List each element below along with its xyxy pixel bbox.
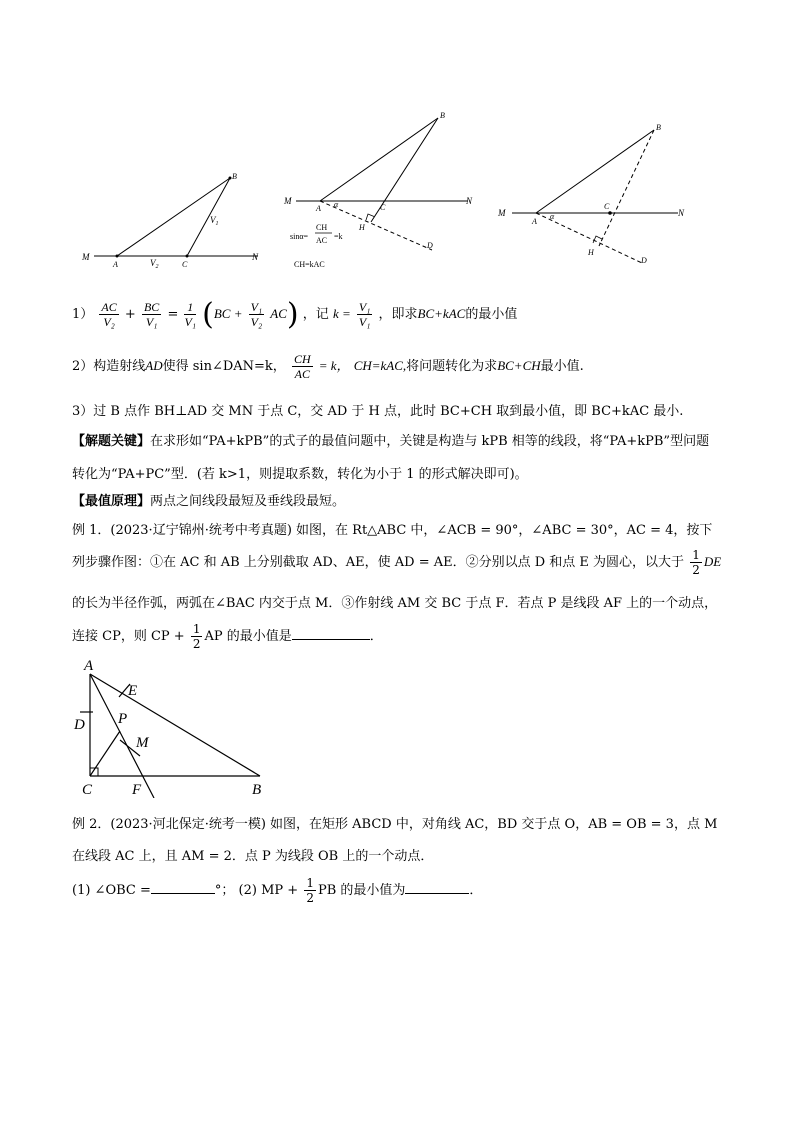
figure-2 xyxy=(282,110,482,272)
label-m: M xyxy=(136,735,149,751)
label-a: A xyxy=(84,658,94,674)
figure-4 xyxy=(70,652,280,798)
ex2-line-2: 在线段 AC 上，且 AM = 2．点 P 为线段 OB 上的一个动点． xyxy=(72,849,434,864)
label-m: M xyxy=(82,252,90,262)
ex1-line-2: 列步骤作图：①在 AC 和 AB 上分别截取 AD、AE，使 AD = AE．②分别以点 D 和点 E 为圆心，以大于 $\frac{1}{2}$ DE xyxy=(72,548,722,577)
segment-ab xyxy=(536,130,654,213)
label-a: A xyxy=(532,217,537,226)
point-c xyxy=(186,255,189,258)
label-h: H xyxy=(588,248,594,257)
label-f: F xyxy=(132,782,142,798)
figure-1 xyxy=(80,168,270,270)
step-2: 2）构造射线AD使得 sin∠DAN=k， $\frac{CH}{AC}$ = k， CH=kAC,将问题转化为求BC+CH最小值. xyxy=(72,352,584,381)
ex2-questions: (1) ∠OBC = °； (2) MP + $\frac{1}{2}$ PB 的最小值为 ． xyxy=(72,876,483,905)
label-m: M xyxy=(498,208,506,218)
label-alpha: α xyxy=(550,212,555,221)
label-n: N xyxy=(466,196,473,206)
ch-eq: CH=kAC xyxy=(294,260,325,269)
ex1-line-4: 连接 CP，则 CP + $\frac{1}{2}$ AP 的最小值是 ． xyxy=(72,622,383,651)
right-angle-mark xyxy=(593,236,602,243)
label-b: B xyxy=(440,111,445,120)
label-c: C xyxy=(380,203,386,212)
label-h: H xyxy=(359,223,365,232)
answer-blank-1[interactable] xyxy=(151,893,215,894)
sin-label: sinα= xyxy=(290,232,309,241)
label-a: A xyxy=(113,260,118,269)
label-c: C xyxy=(82,782,93,798)
label-alpha: α xyxy=(334,200,339,209)
label-d: D xyxy=(427,241,433,250)
principle: 【最值原理】两点之间线段最短及垂线段最短。 xyxy=(72,494,346,509)
key-line-1: 【解题关键】在求形如“PA+kPB”的式子的最值问题中，关键是构造与 kPB 相等的线段，将“PA+kPB”型问题 xyxy=(72,434,710,449)
figure-3 xyxy=(492,118,698,274)
key-line-2: 转化为“PA+PC”型．(若 k>1，则提取系数，转化为小于 1 的形式解决即可)。 xyxy=(72,467,528,482)
label-p: P xyxy=(118,711,128,727)
answer-blank[interactable] xyxy=(292,639,370,640)
point-a xyxy=(116,255,119,258)
frac-num: CH xyxy=(316,223,328,232)
eq-k: =k xyxy=(334,232,343,241)
ex1-line-1: 例 1．(2023·辽宁锦州·统考中考真题) 如图，在 Rt△ABC 中，∠ACB = 90°，∠ABC = 30°，AC = 4，按下 xyxy=(72,523,713,538)
ex2-line-1: 例 2．(2023·河北保定·统考一模) 如图，在矩形 ABCD 中，对角线 AC，BD 交于点 O，AB = OB = 3，点 M xyxy=(72,817,718,832)
frac-den: AC xyxy=(316,236,328,245)
step-1: 1） $\frac{AC}{\text{V₂}}$ + $\frac{BC}{\text{V₁}}$ = $\frac{1}{\text{V₁}}$ (BC + $\frac{\text{V₁}}{\text{V₂}}$ AC) ，记 k = $\frac{\text{V₁}}{\text{V₁}}$ ，即求BC+kAC的最小值 xyxy=(72,297,518,332)
label-b: B xyxy=(252,782,262,798)
label-v1: $V_1$ xyxy=(210,215,219,227)
label-v2: $V_2$ xyxy=(150,258,159,270)
label-e: E xyxy=(128,683,138,699)
label-b: B xyxy=(656,123,661,132)
label-d: D xyxy=(74,717,85,733)
label-d: D xyxy=(641,256,647,265)
label-b: B xyxy=(232,172,237,181)
segment-ab xyxy=(320,118,438,201)
label-c: C xyxy=(182,260,188,269)
segment-bc xyxy=(187,178,230,256)
label-n: N xyxy=(252,252,259,262)
step-3: 3）过 B 点作 BH⊥AD 交 MN 于点 C，交 AD 于 H 点，此时 BC+CH 取到最小值，即 BC+kAC 最小. xyxy=(72,404,684,419)
ex1-line-3: 的长为半径作弧，两弧在∠BAC 内交于点 M．③作射线 AM 交 BC 于点 F．若点 P 是线段 AF 上的一个动点， xyxy=(72,596,718,611)
segment-ab xyxy=(90,674,260,776)
answer-blank-2[interactable] xyxy=(405,893,469,894)
segment-cp xyxy=(90,731,120,776)
label-n: N xyxy=(678,208,685,218)
label-c: C xyxy=(604,202,610,211)
point-c xyxy=(608,211,612,215)
label-a: A xyxy=(316,204,321,213)
label-m: M xyxy=(284,196,292,206)
segment-bh-dashed xyxy=(599,130,654,246)
